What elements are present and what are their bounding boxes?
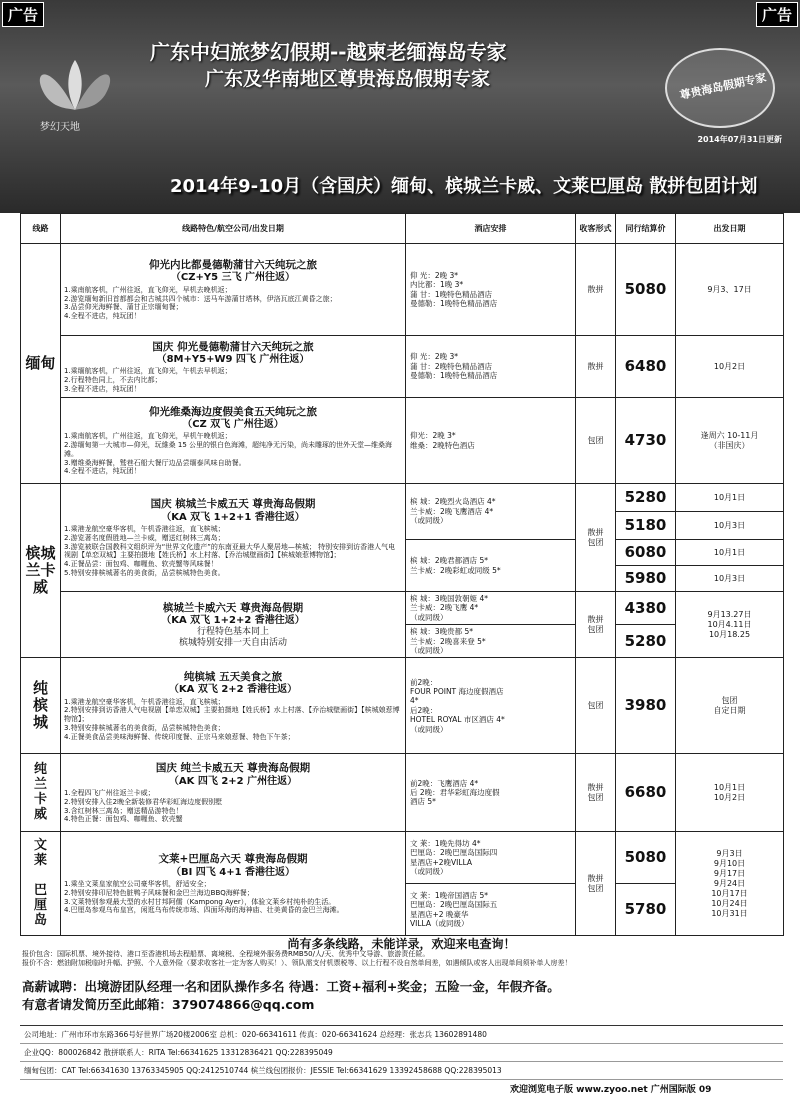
price: 5080 [616,832,676,884]
price: 6480 [616,336,676,398]
recruit-line-2: 有意者请发简历至此邮箱：379074866@qq.com [22,997,315,1013]
departure-date: 10月3日 [676,512,784,540]
route-flight: （KA 双飞 1+2+2 香港往返） [161,614,305,626]
form-type: 散拼 [576,336,616,398]
route-title: 国庆 纯兰卡威五天 尊贵海岛假期 [155,762,311,775]
table-row [21,484,784,512]
price: 4380 [616,592,676,625]
route-flight: （8M+Y5+W9 四飞 广州往返） [156,353,310,365]
route-flight: （KA 双飞 1+2+1 香港往返） [161,511,305,523]
hotel-info: 槟 城：3晚国敦朝姬 4* 兰卡威：2晚飞鹰 4* （或同级） [406,592,576,625]
region-penang: 槟城 兰卡威 [21,484,61,658]
route-title: 文莱+巴厘岛六天 尊贵海岛假期 [158,853,308,866]
departure-date: 包团 自定日期 [676,658,784,754]
col-date: 出发日期 [676,214,784,244]
footer-line: 公司地址：广州市环市东路366号好世界广场20楼2006室 总机：020-66341611 传真：020-66341624 总经理：张志兵 13602891480 [20,1026,783,1044]
table-row [21,832,784,884]
recruitment [22,978,560,1014]
banner-title: 广东中妇旅梦幻假期--越柬老缅海岛专家 [150,40,507,64]
hotel-info: 前2晚： FOUR POINT 海边度假酒店 4* 后2晚： HOTEL ROYAL 市区酒店 4* （或同级） [406,658,576,754]
departure-date: 逢周六 10-11月 （非国庆） [676,398,784,484]
price: 3980 [616,658,676,754]
hotel-info: 仰光：2晚 3* 维桑：2晚特色酒店 [406,398,576,484]
ad-label-left: 广告 [2,2,44,27]
route-flight: （AK 四飞 2+2 广州往返） [168,775,298,787]
route-title: 纯槟城 五天美食之旅 [183,671,283,684]
table-row [21,592,784,625]
region-pure-penang: 纯 槟 城 [21,658,61,754]
hotel-info: 文 莱：1晚帝国酒店 5* 巴厘岛：2晚巴厘岛国际五 星酒店+2 晚豪华 VILLA（或同级） [406,884,576,936]
route-desc: 1.乘坐文莱皇家航空公司豪华客机，舒适安全； 2.特别安排印尼特色脏鸭子风味餐和金巴兰海边BBQ海鲜餐； 3.文莱特别参观最大型的水村甘邦阿儒（Kampong Ayer），体验文莱乡村纯朴的生活。 4.巴厘岛参观乌布皇宫，闲逛乌布传统市场、四面环海的海神庙、壮美黄昏的金巴兰海滩。 [64,880,344,915]
route-flight: （CZ+Y5 三飞 广州往返） [170,272,296,284]
price: 5780 [616,884,676,936]
departure-date: 10月1日 [676,540,784,566]
contact-footer [20,1025,783,1080]
route-desc: 1.乘南航客机，广州往返，直飞仰光，早机去晚机返； 2.游览缅甸新旧首都都会和古城共四个城市：送马车游蒲甘塔林，伊洛瓦底江黄昏之旅； 3.品尝仰光海鲜餐、蒲甘正宗缅甸餐； 4.全程不进店，纯玩团！ [64,285,337,321]
form-type: 散拼 包团 [576,484,616,592]
more-routes-note: 尚有多条线路，未能详录，欢迎来电查询！ [287,937,516,951]
departure-date: 10月1日 10月2日 [676,754,784,832]
form-type: 包团 [576,398,616,484]
itinerary-table [20,213,784,936]
route-title: 国庆 槟城兰卡威五天 尊贵海岛假期 [150,498,316,511]
plan-title: 2014年9-10月（含国庆）缅甸、槟城兰卡威、文莱巴厘岛 散拼包团计划 [170,176,758,197]
footer-line: 企业QQ：800026842 散拼联系人：RITA Tel:66341625 13312836421 QQ:228395049 [20,1044,783,1062]
departure-date: 10月1日 [676,484,784,512]
route-title: 槟城兰卡威六天 尊贵海岛假期 [162,601,304,614]
route-desc: 1.全程四飞广州往返兰卡威； 2.特别安排入住2晚全新装修君华彩虹海边度假别墅 3.含红树林三离岛；赠送精品游特色！ 4.特色正餐：面包鸡、咖喱鱼、软壳蟹 [64,789,223,824]
route-desc: 1.乘南航客机，广州往返，直飞仰光，早机午晚机返； 2.游缅甸第一大城市—仰光，玩維桑 15 公里的银白色海滩，超纯净无污染，尚未雕琢的世外天堂—维桑海滩。 3.赠维桑海鲜餐，鹫巷石船大餐厅边品尝缅泰风味自助餐。 4.全程不进店，纯玩团！ [64,432,393,476]
table-row [21,398,784,484]
departure-date: 9月3日 9月10日 9月17日 9月24日 10月17日 10月24日 10月31日 [676,832,784,936]
departure-date: 10月2日 [676,336,784,398]
route-flight: （CZ 双飞 广州往返） [182,418,284,430]
col-route: 线路 [21,214,61,244]
hotel-info: 仰 光：2晚 3* 蒲 甘：2晚特色精品酒店 曼德勒：1晚特色精品酒店 [406,336,576,398]
route-flight: （BI 四飞 4+1 香港往返） [170,866,296,878]
price: 5180 [616,512,676,540]
hotel-info: 槟 城：2晚君都酒店 5* 兰卡威：2晚彩虹或同级 5* [406,540,576,592]
route-desc: 1.乘缅航客机，广州往返，直飞仰光，午机去早机返； 2.行程特色同上，不去内比都； 3.全程不进店，纯玩团！ [64,367,232,393]
table-header [21,214,784,244]
price: 6080 [616,540,676,566]
header-banner [0,0,800,213]
route-desc: 1.乘港龙航空豪华客机，午机香港往返，直飞槟城； 2.特别安排到访香港人气电视剧【单恋双城】主要拍摄地【姓氏桥】水上村落、【乔治城壁画街】【槟城娘惹博物馆】； 3.特别安排槟城著名的美食街，品尝槟城特色美食； 4.正餐美食品尝美味海鲜餐、传统印度餐、正宗马来娘惹餐、特色下午茶； [64,697,400,741]
hotel-info: 槟 城：3晚贵都 5* 兰卡威：2晚喜来登 5* （或同级） [406,625,576,658]
region-myanmar: 缅甸 [21,244,61,484]
ad-label-right: 广告 [756,2,798,27]
seal-stamp-icon: 尊贵海岛假期专家 [665,48,775,128]
route-desc: 1.乘港龙航空豪华客机，午机香港往返，直飞槟城； 2.游览著名度假胜地—兰卡威，赠送红树林三离岛； 3.游览被联合国教科文组织评为“世界文化遗产”的东南亚最大华人聚居地—槟城； 特别安排到访香港人气电视剧【单恋双城】主要拍摄地【姓氏桥】水上村落、【乔治城壁画街】【槟城娘惹博物馆】； 4.正餐品尝：面包鸡、咖喱鱼、软壳蟹等风味餐！ 5.特别安排槟城著名的美食街，品尝槟城特色美食。 [64,525,396,577]
table-row [21,336,784,398]
price: 6680 [616,754,676,832]
hotel-info: 槟 城：2晚烈火岛酒店 4* 兰卡威：2晚飞鹰酒店 4* （或同级） [406,484,576,540]
price: 5080 [616,244,676,336]
col-form: 收客形式 [576,214,616,244]
recruit-line-1: 高薪诚聘：出境游团队经理一名和团队操作多名 待遇：工资+福利+奖金；五险一金，年假齐备。 [22,979,560,994]
departure-date: 10月3日 [676,566,784,592]
route-desc: 行程特色基本同上 槟城特别安排一天自由活动 [178,627,287,649]
price: 4730 [616,398,676,484]
price: 5980 [616,566,676,592]
form-type: 包团 [576,658,616,754]
col-hotel: 酒店安排 [406,214,576,244]
route-title: 仰光内比都曼德勒蒲甘六天纯玩之旅 [149,259,317,272]
form-type: 散拼 [576,244,616,336]
col-features: 线路特色/航空公司/出发日期 [61,214,406,244]
departure-date: 9月13.27日 10月4.11日 10月18.25 [676,592,784,658]
table-row [21,754,784,832]
region-brunei-bali: 文 莱 巴 厘 岛 [21,832,61,936]
hotel-info: 前2晚：飞鹰酒店 4* 后 2晚：君华彩虹海边度假 酒店 5* [406,754,576,832]
route-flight: （KA 双飞 2+2 香港往返） [168,684,298,696]
departure-date: 9月3、17日 [676,244,784,336]
table-row [21,244,784,336]
route-title: 国庆 仰光曼德勒蒲甘六天纯玩之旅 [152,340,314,353]
region-pure-langkawi: 纯 兰 卡 威 [21,754,61,832]
banner-subtitle: 广东及华南地区尊贵海岛假期专家 [205,68,491,90]
price: 5280 [616,625,676,658]
route-title: 仰光维桑海边度假美食五天纯玩之旅 [149,405,317,418]
hotel-info: 文 莱：1晚先得坊 4* 巴厘岛：2晚巴厘岛国际四 星酒店+2晚VILLA （或同级） [406,832,576,884]
footer-line: 缅甸包团：CAT Tel:66341630 13763345905 QQ:2412510744 槟兰线包团报价：JESSIE Tel:66341629 13392458688 QQ:228395013 [20,1062,783,1080]
logo-text: 梦幻天地 [40,122,80,133]
form-type: 散拼 包团 [576,592,616,658]
form-type: 散拼 包团 [576,832,616,936]
hotel-info: 仰 光：2晚 3* 内比都：1晚 3* 蒲 甘：1晚特色精品酒店 曼德勒：1晚特色精品酒店 [406,244,576,336]
price-notes: 报价包含：国际机票、境外接待、港口至香港机场去程船票、离境税、全程境外服务费RMB50/人/天、优秀中文导游、旅游责任险。 报价不含：燃油附加税临时升幅、护照、个人意外险（要求收客社一定为客人购买！）、领队需支付机票税等、以上行程不设自然单间差，如遇倾队或客人出现单间须补单人房差！ [22,950,572,968]
col-price: 同行结算价 [616,214,676,244]
page-footer: 欢迎浏览电子版 www.zyoo.net 广州国际版 09 [510,1085,712,1095]
update-date: 2014年07月31日更新 [697,135,782,144]
price: 5280 [616,484,676,512]
table-row [21,658,784,754]
form-type: 散拼 包团 [576,754,616,832]
